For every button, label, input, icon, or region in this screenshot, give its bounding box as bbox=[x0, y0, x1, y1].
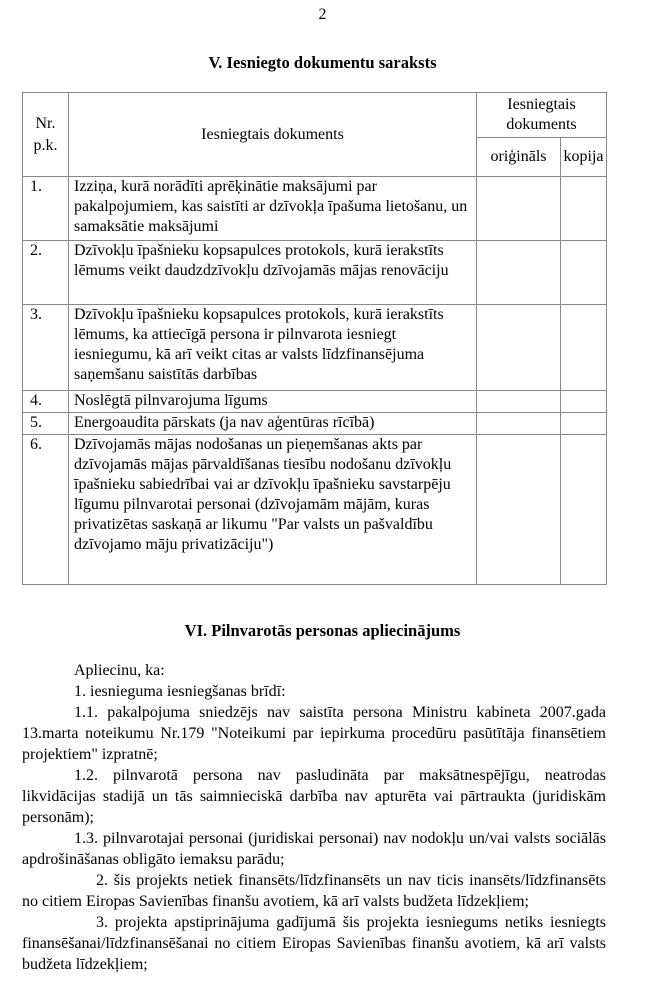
declaration-item-1: 1. iesnieguma iesniegšanas brīdī: bbox=[74, 683, 286, 700]
row-number: 6. bbox=[23, 435, 69, 585]
declaration-item-3: 3. projekta apstiprinājuma gadījumā šis projekta iesniegums netiks iesniegts finansēšanai/līdzfinansēšanai no citiem Eiropas Savienības finanšu avotiem, kā arī valsts budžeta līdzekļiem; bbox=[22, 914, 606, 973]
row-original-cell bbox=[477, 435, 561, 585]
declaration-intro: Apliecinu, ka: bbox=[74, 662, 165, 679]
row-number: 1. bbox=[23, 177, 69, 241]
section-6-title: VI. Pilnvarotās personas apliecinājums bbox=[184, 621, 461, 640]
row-document: Dzīvokļu īpašnieku kopsapulces protokols, kurā ierakstīts lēmums, ka attiecīgā persona ir pilnvarota iesniegt iesniegumu, kā arī veikt citas ar valsts līdzfinansējuma saņemšanu saistītās darbības bbox=[69, 305, 477, 391]
row-document: Dzīvokļu īpašnieku kopsapulces protokols, kurā ierakstīts lēmums veikt daudzdzīvokļu dzīvojamās mājas renovāciju bbox=[69, 241, 477, 305]
row-copy-cell bbox=[561, 413, 607, 435]
row-original-cell bbox=[477, 241, 561, 305]
row-document: Izziņa, kurā norādīti aprēķinātie maksājumi par pakalpojumiem, kas saistīti ar dzīvokļa īpašuma lietošanu, un samaksātie maksājumi bbox=[69, 177, 477, 241]
row-number: 2. bbox=[23, 241, 69, 305]
table-row bbox=[23, 435, 607, 585]
row-document: Energoaudita pārskats (ja nav aģentūras rīcībā) bbox=[69, 413, 477, 435]
declaration-item-1-2: 1.2. pilnvarotā persona nav pasludināta par maksātnespējīgu, neatrodas likvidācijas stadijā un tās saimnieciskā darbība nav apturēta vai pārtraukta (juridiskām personām); bbox=[22, 767, 606, 826]
declaration-item-2: 2. šis projekts netiek finansēts/līdzfinansēts un nav ticis inansēts/līdzfinansēts no citiem Eiropas Savienības finanšu avotiem, kā arī valsts budžeta līdzekļiem; bbox=[22, 872, 606, 910]
declaration-item-1-3: 1.3. pilnvarotajai personai (juridiskai personai) nav nodokļu un/vai valsts sociālās apdrošināšanas obligāto iemaksu parādu; bbox=[22, 830, 606, 868]
row-number: 5. bbox=[23, 413, 69, 435]
row-copy-cell bbox=[561, 391, 607, 413]
declaration-item-1-1: 1.1. pakalpojuma sniedzējs nav saistīta persona Ministru kabineta 2007.gada 13.marta noteikumu Nr.179 "Noteikumi par iepirkuma procedūru pasūtītāja finansētiem projektiem" izpratnē; bbox=[22, 704, 606, 763]
row-original-cell bbox=[477, 177, 561, 241]
row-number: 4. bbox=[23, 391, 69, 413]
header-copy: kopija bbox=[561, 138, 607, 177]
table-row bbox=[23, 305, 607, 391]
row-original-cell bbox=[477, 413, 561, 435]
row-document: Dzīvojamās mājas nodošanas un pieņemšanas akts par dzīvojamās mājas pārvaldīšanas tiesību nodošanu dzīvokļu īpašnieku sabiedrībai vai ar dzīvokļu īpašnieku savstarpēju līgumu pilnvarotai personai (dzīvojamām mājām, kuras privatizētas saskaņā ar likumu "Par valsts un pašvaldību dzīvojamo māju privatizāciju") bbox=[69, 435, 477, 585]
header-document: Iesniegtais dokuments bbox=[69, 93, 477, 177]
header-nr: Nr. p.k. bbox=[23, 93, 69, 177]
section-5-title: V. Iesniegto dokumentu saraksts bbox=[208, 53, 437, 72]
table-row bbox=[23, 413, 607, 435]
table-header-row bbox=[23, 93, 607, 138]
row-copy-cell bbox=[561, 241, 607, 305]
documents-table bbox=[22, 92, 607, 585]
table-row bbox=[23, 391, 607, 413]
table-row bbox=[23, 177, 607, 241]
row-copy-cell bbox=[561, 435, 607, 585]
table-row bbox=[23, 241, 607, 305]
row-copy-cell bbox=[561, 177, 607, 241]
row-copy-cell bbox=[561, 305, 607, 391]
row-document: Noslēgtā pilnvarojuma līgums bbox=[69, 391, 477, 413]
header-original: oriģināls bbox=[477, 138, 561, 177]
declaration-body bbox=[22, 660, 606, 975]
page-number: 2 bbox=[318, 6, 327, 23]
row-number: 3. bbox=[23, 305, 69, 391]
header-submitted: Iesniegtais dokuments bbox=[477, 93, 607, 138]
row-original-cell bbox=[477, 305, 561, 391]
row-original-cell bbox=[477, 391, 561, 413]
